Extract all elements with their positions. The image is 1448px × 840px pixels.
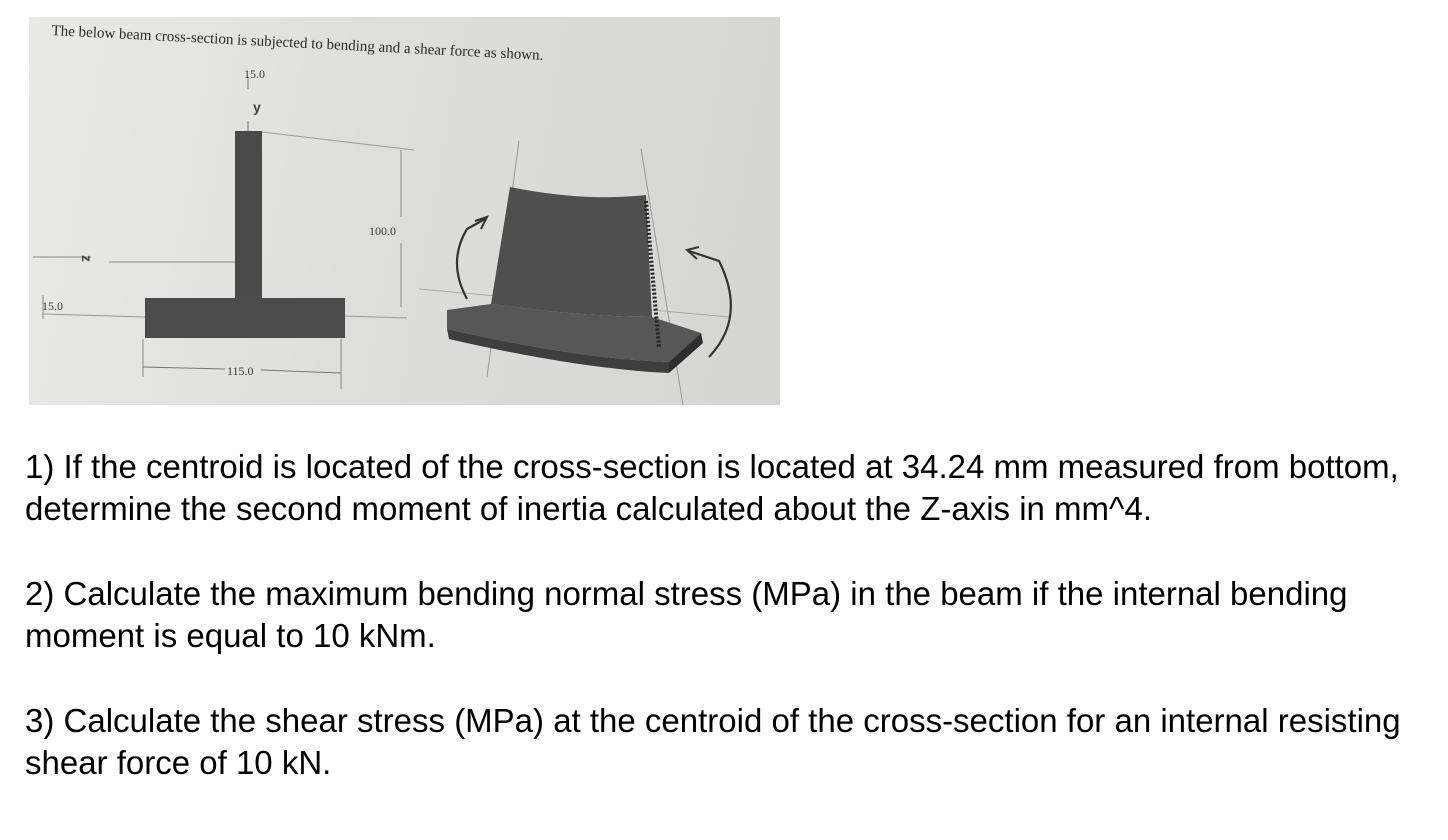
- question-2: 2) Calculate the maximum bending normal stress (MPa) in the beam if the internal bending moment is equal to 10 kNm.: [25, 575, 1348, 654]
- web-thickness-label: 15.0: [244, 67, 265, 81]
- bent-beam-3d: [419, 141, 731, 405]
- z-axis-label: z: [79, 255, 95, 262]
- beam-figure-photo: [29, 17, 780, 405]
- flange-thickness-label: 15.0: [42, 299, 63, 313]
- beam-figure-drawing: [29, 17, 780, 405]
- question-3: 3) Calculate the shear stress (MPa) at the centroid of the cross-section for an internal resisting shear force of 10 kN.: [25, 702, 1401, 781]
- y-axis-label: y: [253, 99, 261, 115]
- web-height-label: 100.0: [369, 224, 396, 238]
- question-list: [25, 446, 1430, 827]
- section-flange: [145, 298, 345, 338]
- figure-caption: The below beam cross-section is subjected to bending and a shear force as shown.: [51, 23, 544, 64]
- section-web: [235, 131, 262, 308]
- flange-width-label: 115.0: [227, 364, 254, 378]
- question-1: 1) If the centroid is located of the cross-section is located at 34.24 mm measured from bottom, determine the second moment of inertia calculated about the Z-axis in mm^4.: [25, 448, 1399, 527]
